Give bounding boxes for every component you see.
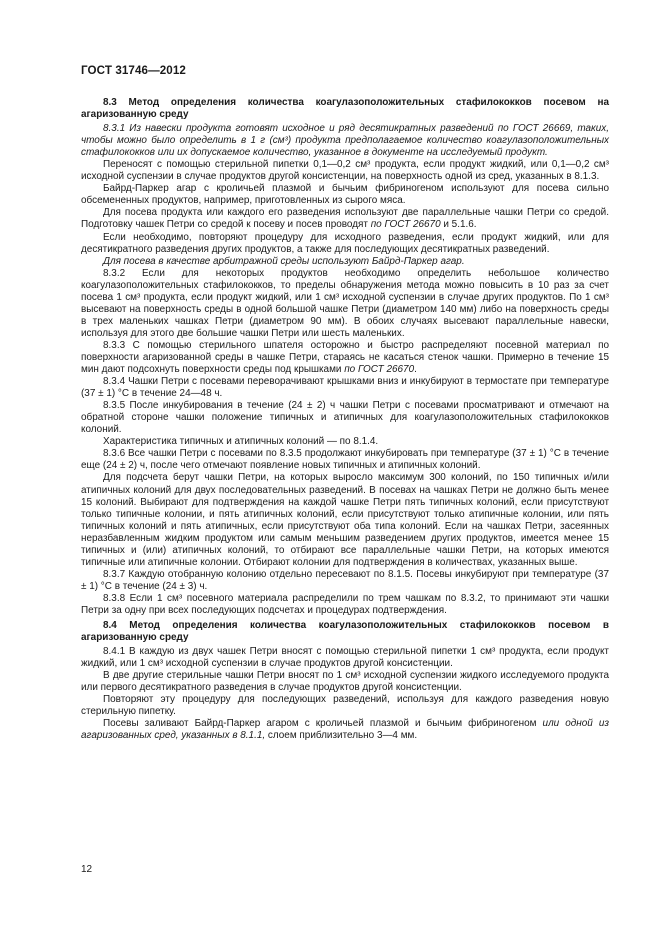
paragraph-8-3-1: 8.3.1 Из навески продукта готовят исходное и ряд десятикратных разведений по ГОСТ 26669, таких, чтобы можно было определить в 1 г (см³) продукта предполагаемое количество коагулазоположительных стафилококков или их допускаемое количество, указанное в документе на исследуемый продукт. — [81, 123, 609, 159]
paragraph: В две другие стерильные чашки Петри вносят по 1 см³ исходной суспензии жидкого исследуемого продукта или первого десятикратного разведения в случае продуктов другой консистенции. — [81, 670, 609, 694]
page-number: 12 — [81, 864, 93, 875]
paragraph-8-3-5: 8.3.5 После инкубирования в течение (24 ± 2) ч чашки Петри с посевами просматривают и отмечают на обратной стороне чашки положение типичных и атипичных для коагулазоположительных стафилококков колоний. — [81, 400, 609, 436]
paragraph: Для подсчета берут чашки Петри, на которых выросло максимум 300 колоний, по 150 типичных и/или атипичных колоний для двух последовательных разведений. В посевах на чашках Петри не должно быть менее 15 колоний. Выбирают для подтверждения на каждой чашке Петри пять типичных колоний, если присутствуют только типичные колонии, и пять атипичных колоний, если присутствуют только атипичные колонии, или пять типичных колоний и пять атипичных, если присутствуют оба типа колоний. Если на чашках Петри, засеянных неразбавленным жидким продуктом или самым меньшим разведением других продуктов, имеется менее 15 типичных и (или) атипичных колоний, то отбирают все параллельные чашки Петри, на которых имеются типичные или атипичные колонии. Отбирают колонии для подтверждения в количествах, указанных выше. — [81, 472, 609, 568]
text-run: слоем приблизительно 3—4 мм. — [265, 730, 418, 742]
paragraph-arbitration-medium: Для посева в качестве арбитражной среды используют Байрд-Паркер агар. — [103, 255, 465, 267]
standard-reference: по ГОСТ 26670 — [344, 364, 415, 376]
text-run: и 5.1.6. — [440, 219, 477, 231]
text-run: 8.3.3 С помощью стерильного шпателя осторожно и быстро распределяют посевной материал по поверхности агаризованной среды в чашке Петри, стараясь не касаться стенок чашки. Примерно в течение 15 мин дают подсохнуть поверхности среды под крышками — [81, 339, 609, 376]
paragraph: Переносят с помощью стерильной пипетки 0,1—0,2 см³ продукта, если продукт жидкий, или 0,1—0,2 см³ исходной суспензии в случае продуктов другой консистенции, на поверхность одной из сред, указанных в 8.1.3. — [81, 159, 609, 183]
section-heading-8-4: 8.4 Метод определения количества коагулазоположительных стафилококков посевом в агаризованную среду — [81, 620, 609, 644]
page-body — [81, 97, 609, 742]
paragraph: Характеристика типичных и атипичных колоний — по 8.1.4. — [103, 436, 379, 448]
text-run: Посевы заливают Байрд-Паркер агаром с кроличьей плазмой и бычьим фибриногеном — [103, 718, 543, 730]
document-header: ГОСТ 31746—2012 — [81, 64, 186, 77]
text-run: . — [414, 364, 417, 376]
paragraph-8-3-6: 8.3.6 Все чашки Петри с посевами по 8.3.5 продолжают инкубировать при температуре (37 ± 1) °С в течение еще (24 ± 2) ч, после чего отмечают появление новых типичных и атипичных колоний. — [81, 448, 609, 472]
paragraph — [81, 718, 609, 742]
paragraph-8-3-8: 8.3.8 Если 1 см³ посевного материала распределили по трем чашкам по 8.3.2, то принимают эти чашки Петри за одну при всех последующих подсчетах и процедурах подтверждения. — [81, 592, 609, 616]
paragraph-8-3-7: 8.3.7 Каждую отобранную колонию отдельно пересевают по 8.1.5. Посевы инкубируют при температуре (37 ± 1) °С в течение (24 ± 3) ч. — [81, 568, 609, 592]
paragraph: Если необходимо, повторяют процедуру для исходного разведения, если продукт жидкий, или для десятикратного разведения других продуктов, а также для последующих десятикратных разведений. — [81, 231, 609, 255]
text-run: или одной из агаризованных сред, указанных в 8.1.1, — [81, 718, 610, 742]
section-heading-8-3: 8.3 Метод определения количества коагулазоположительных стафилококков посевом на агаризованную среду — [81, 97, 609, 121]
paragraph: Байрд-Паркер агар с кроличьей плазмой и бычьим фибриногеном используют для посева сильно обсемененных продуктов, например, приготовленных из сырого мяса. — [81, 183, 609, 207]
paragraph-8-3-4: 8.3.4 Чашки Петри с посевами переворачивают крышками вниз и инкубируют в термостате при температуре (37 ± 1) °С в течение 24—48 ч. — [81, 376, 609, 400]
standard-reference: по ГОСТ 26670 — [370, 219, 441, 231]
paragraph-8-3-2: 8.3.2 Если для некоторых продуктов необходимо определить небольшое количество коагулазоположительных стафилококков, то пределы обнаружения метода можно повысить в 10 раз за счет посева 1 см³ продукта, если продукт жидкий, или 1 см³ исходной суспензии в случае других продуктов. По 1 см³ высевают на поверхность среды в одной большой чашке Петри (диаметром 140 мм) либо на поверхность среды в трех маленьких чашках Петри (диаметром 90 мм). В обоих случаях высевают параллельные навески, используя для этого две большие чашки Петри или шесть маленьких. — [81, 267, 609, 339]
paragraph: Повторяют эту процедуру для последующих разведений, используя для каждого разведения новую стерильную пипетку. — [81, 694, 609, 718]
paragraph-8-3-3 — [81, 340, 609, 376]
text-run: Для посева продукта или каждого его разведения используют две параллельные чашки Петри со средой. Подготовку чашек Петри со средой к посеву и посев проводят — [81, 207, 609, 231]
paragraph-8-4-1: 8.4.1 В каждую из двух чашек Петри вносят с помощью стерильной пипетки 1 см³ продукта, если продукт жидкий, или 1 см³ исходной суспензии в случае продуктов другой консистенции. — [81, 646, 609, 670]
paragraph — [81, 207, 609, 231]
